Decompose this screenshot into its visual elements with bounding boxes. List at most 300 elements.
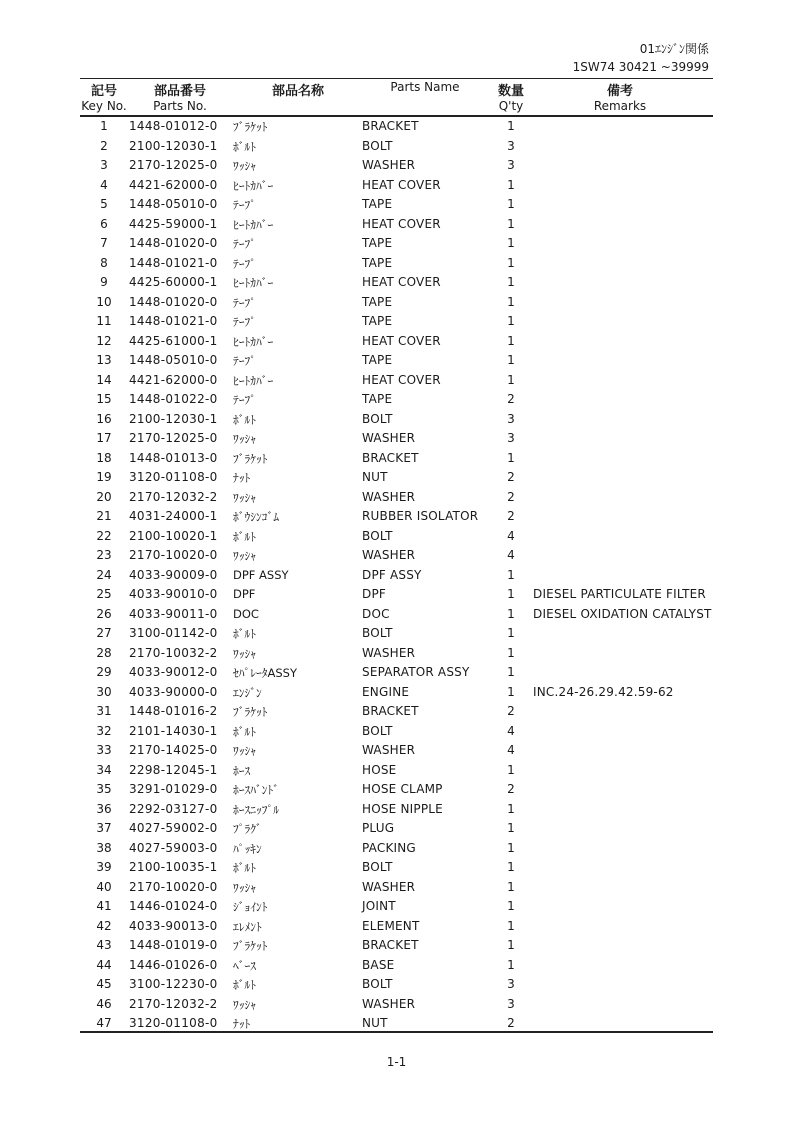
part-name-en-cell: WASHER — [362, 645, 416, 660]
key-no-cell: 23 — [96, 548, 112, 562]
part-name-en-cell: TAPE — [362, 294, 393, 309]
part-name-en-cell: HEAT COVER — [362, 216, 441, 231]
key-no-cell: 41 — [96, 899, 112, 913]
table-row — [0, 918, 793, 938]
quantity-cell: 3 — [507, 158, 515, 172]
key-no-cell: 4 — [100, 177, 108, 192]
part-name-en-cell: DPF — [362, 587, 386, 601]
part-name-jp-cell: ﾎﾞﾙﾄ — [233, 861, 256, 875]
key-no-cell: 3 — [100, 158, 108, 172]
part-name-en-cell: JOINT — [362, 899, 396, 913]
part-number-cell: 4421-62000-0 — [129, 372, 218, 387]
quantity-cell: 1 — [507, 372, 515, 387]
table-row — [0, 196, 793, 216]
part-name-jp-cell: ﾌﾞﾗｹｯﾄ — [233, 120, 268, 134]
key-no-cell: 31 — [96, 704, 112, 718]
key-no-cell: 8 — [100, 255, 108, 270]
quantity-cell: 1 — [507, 275, 515, 289]
header-name-jp: 部品名称 — [271, 84, 324, 99]
quantity-cell: 1 — [507, 450, 515, 465]
quantity-cell: 1 — [507, 801, 515, 816]
quantity-cell: 1 — [507, 216, 515, 231]
key-no-cell: 11 — [96, 314, 112, 328]
table-row — [0, 606, 793, 626]
part-name-en-cell: BOLT — [362, 626, 393, 640]
table-row — [0, 469, 793, 489]
part-name-jp-cell: ﾋｰﾄｶﾊﾞｰ — [233, 373, 274, 388]
key-no-cell: 37 — [96, 821, 112, 835]
part-name-jp-cell: DPF — [233, 587, 256, 601]
table-row — [0, 742, 793, 762]
part-number-cell: 1448-01016-2 — [129, 704, 218, 718]
part-name-jp-cell: ﾎﾞﾙﾄ — [233, 139, 256, 154]
part-name-en-cell: BOLT — [362, 411, 393, 426]
part-name-jp-cell: ﾜｯｼｬ — [233, 490, 256, 505]
table-row — [0, 645, 793, 665]
key-no-cell: 33 — [96, 743, 112, 757]
quantity-cell: 1 — [507, 353, 515, 367]
part-name-jp-cell: ﾜｯｼｬ — [233, 159, 256, 173]
key-no-cell: 47 — [96, 1016, 112, 1030]
part-name-jp-cell: ｼﾞｮｲﾝﾄ — [233, 900, 268, 914]
part-number-cell: 4033-90012-0 — [129, 665, 218, 679]
part-name-jp-cell: ﾃｰﾌﾟ — [233, 295, 256, 310]
part-name-jp-cell: DOC — [233, 606, 259, 621]
part-name-jp-cell: ｴﾝｼﾞﾝ — [233, 685, 262, 700]
key-no-cell: 35 — [96, 782, 112, 796]
key-no-cell: 20 — [96, 489, 112, 504]
quantity-cell: 1 — [507, 840, 515, 855]
table-header-rule — [80, 115, 713, 117]
part-number-cell: 2170-10032-2 — [129, 645, 218, 660]
key-no-cell: 43 — [96, 938, 112, 952]
remarks-cell: DIESEL OXIDATION CATALYST — [533, 606, 712, 621]
part-number-cell: 1448-01013-0 — [129, 450, 218, 465]
key-no-cell: 12 — [96, 333, 112, 348]
part-name-jp-cell: ﾋｰﾄｶﾊﾞｰ — [233, 178, 274, 193]
part-number-cell: 2170-10020-0 — [129, 548, 218, 562]
table-top-rule — [80, 78, 713, 79]
part-number-cell: 2100-12030-1 — [129, 138, 218, 153]
part-name-en-cell: BRACKET — [362, 119, 419, 133]
key-no-cell: 25 — [96, 587, 112, 601]
part-name-jp-cell: ﾎｰｽﾊﾞﾝﾄﾞ — [233, 783, 279, 797]
quantity-cell: 1 — [507, 899, 515, 913]
part-number-cell: 2100-10020-1 — [129, 528, 218, 543]
part-name-jp-cell: ﾜｯｼｬ — [233, 880, 256, 895]
table-row — [0, 313, 793, 333]
part-number-cell: 4033-90009-0 — [129, 567, 218, 582]
quantity-cell: 1 — [507, 821, 515, 835]
table-row — [0, 352, 793, 372]
remarks-cell: DIESEL PARTICULATE FILTER — [533, 587, 706, 601]
table-row — [0, 391, 793, 411]
header-qty-jp: 数量 — [497, 84, 524, 99]
key-no-cell: 2 — [100, 138, 108, 153]
table-row — [0, 957, 793, 977]
part-number-cell: 1448-05010-0 — [129, 197, 218, 211]
key-no-cell: 16 — [96, 411, 112, 426]
table-row — [0, 937, 793, 957]
part-name-en-cell: BRACKET — [362, 938, 419, 952]
quantity-cell: 1 — [507, 918, 515, 933]
key-no-cell: 17 — [96, 431, 112, 445]
part-number-cell: 3100-01142-0 — [129, 626, 218, 640]
part-name-jp-cell: ﾃｰﾌﾟ — [233, 354, 256, 368]
part-name-en-cell: TAPE — [362, 255, 393, 270]
part-name-en-cell: DPF ASSY — [362, 567, 422, 582]
table-row — [0, 996, 793, 1016]
table-row — [0, 508, 793, 528]
part-number-cell: 1448-01021-0 — [129, 255, 218, 270]
table-row — [0, 411, 793, 431]
quantity-cell: 2 — [507, 392, 515, 406]
part-number-cell: 2292-03127-0 — [129, 801, 218, 816]
part-number-cell: 2170-12032-2 — [129, 996, 218, 1011]
key-no-cell: 15 — [96, 392, 112, 406]
quantity-cell: 2 — [507, 704, 515, 718]
part-name-en-cell: BOLT — [362, 138, 393, 153]
serial-range: 1SW74 30421 ~39999 — [572, 60, 709, 74]
quantity-cell: 1 — [507, 626, 515, 640]
quantity-cell: 1 — [507, 587, 515, 601]
header-key-en: Key No. — [81, 99, 127, 113]
part-name-en-cell: HEAT COVER — [362, 333, 441, 348]
key-no-cell: 46 — [96, 996, 112, 1011]
quantity-cell: 1 — [507, 762, 515, 777]
quantity-cell: 2 — [507, 470, 515, 484]
key-no-cell: 24 — [96, 567, 112, 582]
key-no-cell: 19 — [96, 470, 112, 484]
key-no-cell: 14 — [96, 372, 112, 387]
table-row — [0, 489, 793, 509]
quantity-cell: 4 — [507, 548, 515, 562]
part-name-en-cell: SEPARATOR ASSY — [362, 665, 470, 679]
part-name-en-cell: RUBBER ISOLATOR — [362, 509, 479, 523]
table-row — [0, 157, 793, 177]
part-name-en-cell: BASE — [362, 957, 395, 972]
part-number-cell: 1448-01020-0 — [129, 294, 218, 309]
table-row — [0, 450, 793, 470]
quantity-cell: 2 — [507, 489, 515, 504]
table-row — [0, 547, 793, 567]
key-no-cell: 1 — [100, 119, 108, 133]
header-partno-en: Parts No. — [153, 99, 207, 113]
key-no-cell: 10 — [96, 294, 112, 309]
part-name-en-cell: WASHER — [362, 158, 416, 172]
part-name-jp-cell: ﾍﾞｰｽ — [233, 958, 256, 973]
quantity-cell: 1 — [507, 957, 515, 972]
quantity-cell: 1 — [507, 879, 515, 894]
part-name-en-cell: NUT — [362, 470, 388, 484]
header-partno-jp: 部品番号 — [153, 84, 206, 99]
part-number-cell: 1448-01020-0 — [129, 236, 218, 250]
key-no-cell: 39 — [96, 860, 112, 874]
table-row — [0, 723, 793, 743]
table-row — [0, 177, 793, 197]
part-number-cell: 4425-61000-1 — [129, 333, 218, 348]
part-name-en-cell: NUT — [362, 1016, 388, 1030]
part-number-cell: 1448-01012-0 — [129, 119, 218, 133]
part-name-en-cell: DOC — [362, 606, 390, 621]
part-number-cell: 2170-12025-0 — [129, 431, 218, 445]
part-number-cell: 2298-12045-1 — [129, 762, 218, 777]
part-name-jp-cell: ﾊﾟｯｷﾝ — [233, 841, 262, 856]
part-number-cell: 2100-12030-1 — [129, 411, 218, 426]
quantity-cell: 1 — [507, 333, 515, 348]
table-row — [0, 859, 793, 879]
part-name-en-cell: ENGINE — [362, 684, 410, 699]
part-name-jp-cell: ﾃｰﾌﾟ — [233, 315, 256, 329]
part-name-en-cell: BOLT — [362, 977, 393, 991]
part-number-cell: 1448-01021-0 — [129, 314, 218, 328]
key-no-cell: 42 — [96, 918, 112, 933]
quantity-cell: 1 — [507, 236, 515, 250]
part-number-cell: 2170-10020-0 — [129, 879, 218, 894]
part-name-en-cell: TAPE — [362, 197, 393, 211]
quantity-cell: 2 — [507, 1016, 515, 1030]
quantity-cell: 1 — [507, 938, 515, 952]
part-name-jp-cell: ﾜｯｼｬ — [233, 744, 256, 758]
header-remarks-en: Remarks — [593, 99, 647, 113]
quantity-cell: 2 — [507, 509, 515, 523]
key-no-cell: 32 — [96, 723, 112, 738]
table-row — [0, 586, 793, 606]
table-row — [0, 820, 793, 840]
table-row — [0, 528, 793, 548]
table-row — [0, 333, 793, 353]
part-name-jp-cell: ﾌﾞﾗｹｯﾄ — [233, 939, 268, 953]
part-number-cell: 4031-24000-1 — [129, 509, 218, 523]
part-name-en-cell: PACKING — [362, 840, 416, 855]
part-name-en-cell: TAPE — [362, 392, 393, 406]
quantity-cell: 3 — [507, 977, 515, 991]
part-number-cell: 3100-12230-0 — [129, 977, 218, 991]
part-number-cell: 1446-01026-0 — [129, 957, 218, 972]
quantity-cell: 1 — [507, 119, 515, 133]
key-no-cell: 6 — [100, 216, 108, 231]
part-number-cell: 2101-14030-1 — [129, 723, 218, 738]
table-row — [0, 976, 793, 996]
part-name-jp-cell: ﾜｯｼｬ — [233, 997, 256, 1012]
part-name-jp-cell: ﾜｯｼｬ — [233, 646, 256, 661]
part-number-cell: 2100-10035-1 — [129, 860, 218, 874]
table-row — [0, 684, 793, 704]
quantity-cell: 1 — [507, 197, 515, 211]
part-name-en-cell: TAPE — [362, 236, 393, 250]
part-name-en-cell: WASHER — [362, 996, 416, 1011]
part-number-cell: 2170-12032-2 — [129, 489, 218, 504]
part-name-jp-cell: ﾃｰﾌﾟ — [233, 237, 256, 251]
part-name-en-cell: WASHER — [362, 743, 416, 757]
part-name-en-cell: HOSE CLAMP — [362, 782, 443, 796]
section-title: 01ｴﾝｼﾞﾝ関係 — [639, 42, 709, 56]
table-row — [0, 625, 793, 645]
table-row — [0, 294, 793, 314]
part-name-jp-cell: ｴﾚﾒﾝﾄ — [233, 919, 262, 934]
part-name-jp-cell: ﾎﾞﾙﾄ — [233, 412, 256, 427]
part-name-en-cell: WASHER — [362, 431, 416, 445]
remarks-cell: INC.24-26.29.42.59-62 — [533, 684, 674, 699]
part-name-en-cell: ELEMENT — [362, 918, 420, 933]
key-no-cell: 29 — [96, 665, 112, 679]
part-name-en-cell: TAPE — [362, 314, 393, 328]
part-name-jp-cell: ﾌﾟﾗｸﾞ — [233, 822, 262, 836]
part-number-cell: 3120-01108-0 — [129, 1016, 218, 1030]
key-no-cell: 44 — [96, 957, 112, 972]
table-row — [0, 840, 793, 860]
key-no-cell: 7 — [100, 236, 108, 250]
part-name-en-cell: TAPE — [362, 353, 393, 367]
part-number-cell: 4425-59000-1 — [129, 216, 218, 231]
part-name-jp-cell: ﾜｯｼｬ — [233, 432, 256, 446]
table-row — [0, 430, 793, 450]
quantity-cell: 1 — [507, 255, 515, 270]
part-name-jp-cell: ﾌﾞﾗｹｯﾄ — [233, 705, 268, 719]
table-row — [0, 879, 793, 899]
key-no-cell: 36 — [96, 801, 112, 816]
key-no-cell: 27 — [96, 626, 112, 640]
part-name-en-cell: HEAT COVER — [362, 177, 441, 192]
part-name-jp-cell: ﾎｰｽﾆｯﾌﾟﾙ — [233, 802, 279, 817]
quantity-cell: 3 — [507, 138, 515, 153]
part-name-jp-cell: ﾎﾞﾙﾄ — [233, 627, 256, 641]
part-number-cell: 2170-14025-0 — [129, 743, 218, 757]
quantity-cell: 3 — [507, 431, 515, 445]
quantity-cell: 4 — [507, 743, 515, 757]
key-no-cell: 9 — [100, 275, 108, 289]
quantity-cell: 1 — [507, 645, 515, 660]
key-no-cell: 38 — [96, 840, 112, 855]
key-no-cell: 5 — [100, 197, 108, 211]
quantity-cell: 1 — [507, 606, 515, 621]
key-no-cell: 18 — [96, 450, 112, 465]
quantity-cell: 4 — [507, 528, 515, 543]
part-number-cell: 2170-12025-0 — [129, 158, 218, 172]
part-number-cell: 1448-05010-0 — [129, 353, 218, 367]
key-no-cell: 34 — [96, 762, 112, 777]
part-number-cell: 1448-01022-0 — [129, 392, 218, 406]
table-row — [0, 781, 793, 801]
table-row — [0, 274, 793, 294]
part-name-en-cell: BOLT — [362, 860, 393, 874]
part-name-jp-cell: ﾎﾞﾙﾄ — [233, 529, 256, 544]
quantity-cell: 4 — [507, 723, 515, 738]
quantity-cell: 3 — [507, 411, 515, 426]
part-number-cell: 4033-90011-0 — [129, 606, 218, 621]
part-name-jp-cell: ﾎﾞﾙﾄ — [233, 724, 256, 739]
part-number-cell: 4425-60000-1 — [129, 275, 218, 289]
header-remarks-jp: 備考 — [606, 84, 633, 99]
part-name-jp-cell: ﾎﾞｳｼﾝｺﾞﾑ — [233, 510, 279, 524]
part-name-jp-cell: ﾋｰﾄｶﾊﾞｰ — [233, 276, 274, 290]
part-name-jp-cell: ﾃｰﾌﾟ — [233, 393, 256, 407]
table-row — [0, 235, 793, 255]
part-name-jp-cell: ﾋｰﾄｶﾊﾞｰ — [233, 217, 274, 232]
key-no-cell: 40 — [96, 879, 112, 894]
part-name-en-cell: PLUG — [362, 821, 395, 835]
table-row — [0, 898, 793, 918]
part-name-jp-cell: ﾋｰﾄｶﾊﾞｰ — [233, 334, 274, 349]
part-name-en-cell: BRACKET — [362, 704, 419, 718]
part-name-en-cell: WASHER — [362, 548, 416, 562]
table-row — [0, 664, 793, 684]
table-row — [0, 216, 793, 236]
part-name-en-cell: HOSE — [362, 762, 397, 777]
part-number-cell: 3291-01029-0 — [129, 782, 218, 796]
part-name-en-cell: HEAT COVER — [362, 275, 441, 289]
part-name-jp-cell: ｾﾊﾟﾚｰﾀASSY — [233, 666, 297, 680]
table-row — [0, 118, 793, 138]
key-no-cell: 30 — [96, 684, 112, 699]
quantity-cell: 1 — [507, 665, 515, 679]
table-row — [0, 762, 793, 782]
table-row — [0, 703, 793, 723]
table-row — [0, 567, 793, 587]
part-number-cell: 4033-90013-0 — [129, 918, 218, 933]
part-name-jp-cell: ﾃｰﾌﾟ — [233, 256, 256, 271]
table-row — [0, 372, 793, 392]
quantity-cell: 1 — [507, 294, 515, 309]
key-no-cell: 26 — [96, 606, 112, 621]
part-name-jp-cell: ﾅｯﾄ — [233, 1017, 251, 1031]
part-number-cell: 1448-01019-0 — [129, 938, 218, 952]
key-no-cell: 13 — [96, 353, 112, 367]
header-name-en: Parts Name — [390, 80, 460, 94]
quantity-cell: 2 — [507, 782, 515, 796]
table-row — [0, 138, 793, 158]
header-qty-en: Q'ty — [498, 99, 524, 113]
table-row — [0, 801, 793, 821]
part-name-jp-cell: DPF ASSY — [233, 567, 289, 582]
part-number-cell: 3120-01108-0 — [129, 470, 218, 484]
key-no-cell: 45 — [96, 977, 112, 991]
key-no-cell: 22 — [96, 528, 112, 543]
table-bottom-rule — [80, 1031, 713, 1033]
quantity-cell: 1 — [507, 684, 515, 699]
quantity-cell: 1 — [507, 314, 515, 328]
part-name-en-cell: WASHER — [362, 489, 416, 504]
part-name-en-cell: HOSE NIPPLE — [362, 801, 443, 816]
part-number-cell: 4033-90000-0 — [129, 684, 218, 699]
part-name-en-cell: BRACKET — [362, 450, 419, 465]
key-no-cell: 28 — [96, 645, 112, 660]
part-name-en-cell: WASHER — [362, 879, 416, 894]
part-name-jp-cell: ﾎｰｽ — [233, 763, 251, 778]
part-name-en-cell: HEAT COVER — [362, 372, 441, 387]
key-no-cell: 21 — [96, 509, 112, 523]
part-number-cell: 1446-01024-0 — [129, 899, 218, 913]
quantity-cell: 1 — [507, 860, 515, 874]
part-name-jp-cell: ﾎﾞﾙﾄ — [233, 978, 256, 992]
part-name-en-cell: BOLT — [362, 528, 393, 543]
quantity-cell: 3 — [507, 996, 515, 1011]
part-name-en-cell: BOLT — [362, 723, 393, 738]
part-name-jp-cell: ﾅｯﾄ — [233, 471, 251, 485]
quantity-cell: 1 — [507, 567, 515, 582]
quantity-cell: 1 — [507, 177, 515, 192]
part-name-jp-cell: ﾃｰﾌﾟ — [233, 198, 256, 212]
part-name-jp-cell: ﾜｯｼｬ — [233, 549, 256, 563]
page-number: 1-1 — [386, 1055, 407, 1069]
part-number-cell: 4033-90010-0 — [129, 587, 218, 601]
part-name-jp-cell: ﾌﾞﾗｹｯﾄ — [233, 451, 268, 466]
part-number-cell: 4421-62000-0 — [129, 177, 218, 192]
part-number-cell: 4027-59003-0 — [129, 840, 218, 855]
table-row — [0, 255, 793, 275]
part-number-cell: 4027-59002-0 — [129, 821, 218, 835]
header-key-jp: 記号 — [90, 84, 117, 99]
